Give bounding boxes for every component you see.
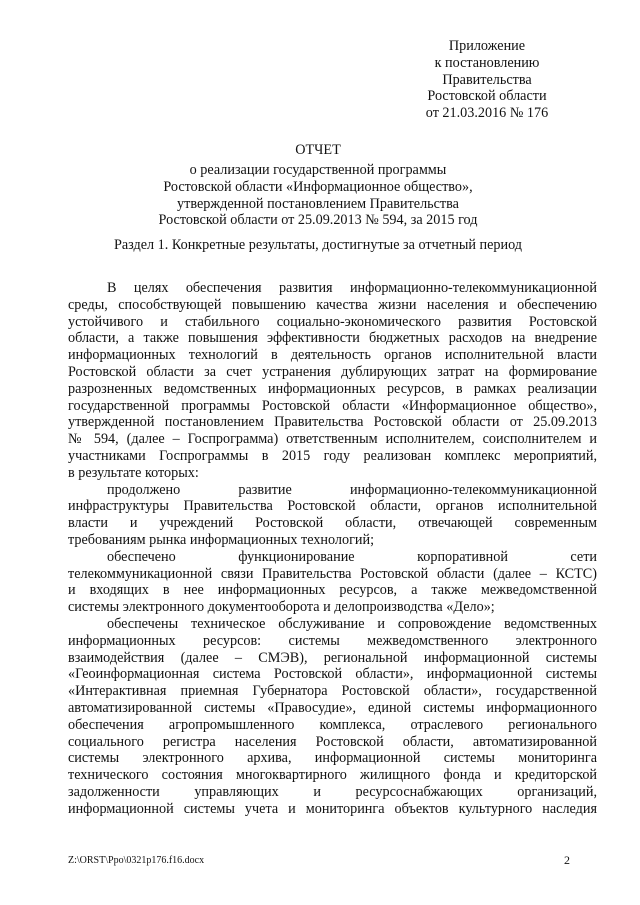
body-line: технического состояния многоквартирного жилищного фонда и кредиторской (68, 767, 597, 784)
body-line: области, а также повышения эффективности бюджетных расходов на внедрение (68, 330, 597, 347)
body-line: взаимодействия (далее – СМЭВ), региональной информационной системы (68, 649, 597, 666)
report-subtitle-line: Ростовской области от 25.09.2013 № 594, за 2015 год (158, 212, 478, 229)
body-line: «Геоинформационная система Ростовской области», информационной системы (68, 666, 597, 683)
body-line: и входящих в нее информационных ресурсов, а также межведомственной (68, 582, 597, 599)
appendix-line: от 21.03.2016 № 176 (425, 105, 549, 122)
body-line: системы электронного документооборота и делопроизводства «Дело»; (68, 599, 495, 616)
body-line: автоматизированной системы «Правосудие», единой системы информационного (68, 699, 597, 716)
appendix-line: к постановлению (434, 54, 540, 71)
footer-file-path: Z:\ORST\Ppo\0321p176.f16.docx (68, 855, 205, 866)
appendix-block (402, 38, 572, 122)
body-line: устойчивого и стабильного социально-экономического развития Ростовской (68, 313, 597, 330)
body-line: государственной программы Ростовской области «Информационное общество», (68, 397, 597, 414)
body-line: инфраструктуры Правительства Ростовской области, органов исполнительной (68, 498, 597, 515)
body-line: информационных технологий в деятельность органов исполнительной власти (68, 347, 597, 364)
page-number: 2 (564, 853, 570, 867)
body-line: продолжено развитие информационно-телекоммуникационной (107, 481, 597, 498)
appendix-line: Ростовской области (427, 88, 547, 105)
report-subtitle-line: о реализации государственной программы (189, 162, 447, 178)
body-line: разрозненных ведомственных информационных ресурсов, в рамках реализации (68, 380, 597, 397)
body-line: социального регистра населения Ростовской области, автоматизированной (68, 733, 597, 750)
body-line: Ростовской области за счет устранения дублирующих затрат на формирование (68, 363, 597, 380)
body-line: информационной системы учета и мониторинга объектов культурного наследия (68, 800, 597, 817)
body-line: среды, способствующей повышению качества жизни населения и обеспечению (68, 296, 597, 313)
body-line: обеспечено функционирование корпоративной сети (107, 548, 597, 565)
body-line: системы электронного архива, информационной системы мониторинга (68, 750, 597, 767)
body-text (68, 280, 597, 818)
body-line: требованиям рынка информационных технологий; (68, 531, 375, 548)
body-line: № 594, (далее – Госпрограмма) ответственным исполнителем, соисполнителем и (68, 431, 597, 448)
appendix-line: Правительства (442, 71, 532, 88)
body-line: задолженности управляющих и ресурсоснабжающих организаций, (68, 783, 597, 800)
body-line: В целях обеспечения развития информационно-телекоммуникационной (107, 280, 597, 296)
body-line: в результате которых: (68, 464, 199, 481)
body-line: обеспечения агропромышленного комплекса, отраслевого регионального (68, 716, 597, 733)
section-heading: Раздел 1. Конкретные результаты, достигнутые за отчетный период (113, 237, 522, 253)
report-subtitle-line: Ростовской области «Информационное общество», (163, 178, 473, 195)
report-subtitle-line: утвержденной постановлением Правительства (177, 195, 459, 212)
report-subtitle (68, 162, 568, 229)
body-line: власти и учреждений Ростовской области, отвечающей современным (68, 515, 597, 532)
body-line: «Интерактивная приемная Губернатора Ростовской области», государственной (68, 683, 597, 700)
body-line: утвержденной постановлением Правительства Ростовской области от 25.09.2013 (68, 414, 597, 431)
body-line: участниками Госпрограммы в 2015 году реализован комплекс мероприятий, (68, 447, 597, 464)
report-title: ОТЧЕТ (295, 142, 341, 158)
appendix-line: Приложение (448, 38, 526, 54)
body-line: информационных ресурсов: системы межведомственного электронного (68, 632, 597, 649)
body-line: обеспечены техническое обслуживание и сопровождение ведомственных (107, 615, 597, 632)
body-line: телекоммуникационной связи Правительства Ростовской области (далее – КСТС) (68, 565, 597, 582)
